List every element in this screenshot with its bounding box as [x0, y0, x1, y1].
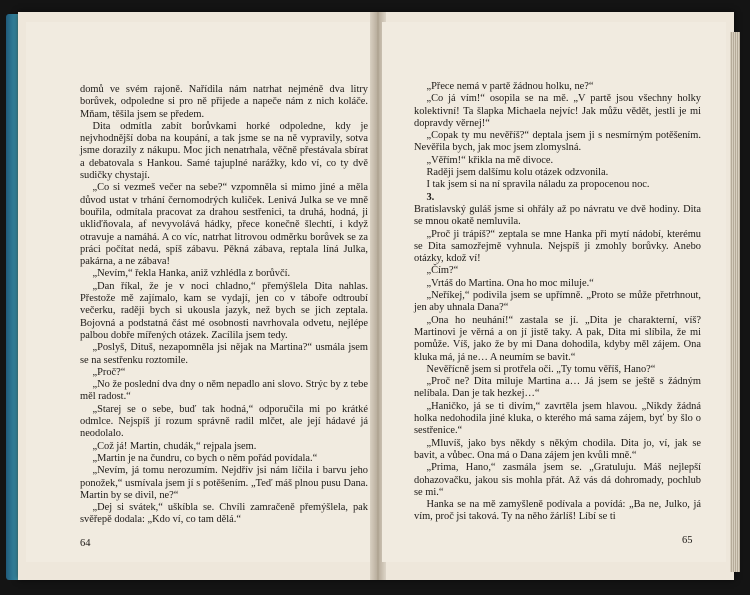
paragraph: „Co si vezmeš večer na sebe?“ vzpomněla si mimo jiné a měla důvod ustat v trhání černomodrých kuliček. Lenivá Julka se ve mně bouřila, odmítala pracovat za drahou sestřenici, ta druhá, hodná, ji ukliďňovala, af nevyvolává hádky, přece konečně šlechtí, i když otravuje a namáhá. A co víc, natrhat litrovou odměrku borůvek se za práci počítat nedá, spíš zábavu. Pěkná zábava, reptala líná Julka, pakárna, a ne zábava!: [80, 182, 368, 268]
left-page-text: [80, 84, 368, 527]
paragraph: „Nevím, já tomu nerozumím. Nejdřív jsi nám líčila i barvu jeho ponožek,“ usmívala jsem jí s potěšením. „Teď máš plnou pusu Dana. Martin by se divil, ne?“: [80, 465, 368, 501]
paragraph: Hanka se na mě zamyšleně podívala a povídá: „Ba ne, Julko, já vím, proč jsi taková. Ty na něho žárlíš! Líbí se ti: [414, 499, 701, 523]
paragraph: „Poslyš, Dituš, nezapomněla jsi nějak na Martina?“ usmála jsem se na sestřenku roztomile.: [80, 342, 368, 366]
left-page: [26, 22, 374, 562]
paragraph: „Ona ho neuhání!“ zastala se jí. „Dita je charakterní, víš? Martinovi je věrná a on jí jistě taky. A pak, Dita mi slíbila, že mi pomůže. Víš, jako že by mi Dana dohodila, kdyby měl zájem. Ona kluka má, já ne… A neumím se bavit.“: [414, 314, 701, 363]
right-page-text: [414, 81, 701, 524]
paragraph: „Mluvíš, jako bys někdy s někým chodila. Dita jo, ví, jak se bavit, a vůbec. Ona má o Dana zájem jen kvůli mně.“: [414, 437, 701, 461]
page-number-right: 65: [682, 535, 693, 546]
paragraph: „Starej se o sebe, buď tak hodná,“ odporučila mi po krátké odmlce. Nejspíš jí rozum správně radil mlčet, ale její hádavé já neodolalo.: [80, 403, 368, 440]
paragraph: Raději jsem dalšímu kolu otázek odzvonila.: [426, 167, 609, 179]
paragraph: „Proč ne? Dita miluje Martina a… Já jsem se ještě s žádným nelíbala. Dan je tak hezkej…“: [414, 376, 701, 400]
page-edges: [730, 32, 740, 572]
paragraph: „Haničko, já se ti divím,“ zavrtěla jsem hlavou. „Nikdy žádná holka nedohodila jiné kluka, o kterého má sama zájem, byť by šlo o sestřenice.“: [414, 400, 701, 437]
paragraph: „Věřím!“ křikla na mě divoce.: [426, 154, 554, 166]
paragraph: „Proč?“: [92, 366, 126, 378]
book-spread: [18, 12, 734, 580]
paragraph: Nevěřícně jsem si protřela oči. „Ty tomu věříš, Hano?“: [426, 363, 656, 375]
paragraph: Dita odmítla zabít borůvkami horké odpoledne, kdy je nejvhodnější doba na koupání, a tak jsme se na ně vypravily, sotva jsme dorazily z nákupu. Moc jich nenatrhala, věčně přestávala sbírat a debatovala s Hankou. Samé tajuplné narážky, kdo ví, co ty dvě sudičky chystají.: [80, 120, 368, 182]
paragraph: „No že poslední dva dny o něm nepadlo ani slovo. Strýc by z tebe měl radost.“: [80, 379, 368, 403]
right-page: [382, 22, 726, 562]
paragraph: „Prima, Hano,“ zasmála jsem se. „Gratuluju. Máš nejlepší dohazovačku, jakou sis mohla přát. Až vás dá dohromady, pochlub se mi.“: [414, 462, 701, 498]
paragraph: „Co já vím!“ osopila se na mě. „V partě jsou všechny holky kolektivní! Ta šlapka Michaela nejvíc! Jak můžu vědět, jestli je mi dopravdy věrnej!“: [414, 93, 701, 129]
page-number-left: 64: [80, 538, 91, 549]
paragraph: „Proč ji trápíš?“ zeptala se mne Hanka při mytí nádobí, kterému se Dita samozřejmě vyhnula. Nejspíš ji zmohly borůvky. Anebo otázky, kdož ví!: [414, 228, 701, 265]
paragraph: „Přece nemá v partě žádnou holku, ne?“: [426, 81, 594, 92]
paragraph: „Nevím,“ řekla Hanka, aniž vzhlédla z borůvčí.: [92, 268, 291, 280]
paragraph: „Dej si svátek,“ uškíbla se. Chvíli zamračeně přemýšlela, pak svěřepě dodala: „Kdo ví, co tam dělá.“: [80, 502, 368, 526]
paragraph: „Vrtáš do Martina. Ona ho moc miluje.“: [426, 277, 594, 289]
paragraph: „Čím?“: [426, 265, 459, 277]
paragraph: „Dan říkal, že je v noci chladno,“ přemýšlela Dita nahlas. Přestože mě zajímalo, kam se vydají, jen co v táboře odtroubí večerku, raději bych si ukousla jazyk, než bych se jich zeptala. Bojovná a podstatná část mé osobnosti navrhovala odvetu, nejlépe palbou dobře mířených otázek. Zacílila jsem tedy.: [80, 280, 368, 341]
paragraph: „Martin je na čundru, co bych o něm pořád povídala.“: [92, 452, 318, 464]
paragraph: „Neříkej,“ podivila jsem se upřímně. „Proto se může přetrhnout, jen aby uhnala Dana?“: [414, 290, 701, 314]
paragraph: „Copak ty mu nevěříš?“ deptala jsem ji s nesmírným potěšením. Nevěřila bych, jak moc jsem zlomyslná.: [414, 130, 701, 154]
paragraph: „Což já! Martin, chudák,“ rejpala jsem.: [92, 440, 257, 452]
paragraph: domů ve svém rajoně. Nařídila nám natrhat nejméně dva litry borůvek, odpoledne si pro ně přijede a napeče nám z nich koláče. Mňam, těšila jsem se předem.: [80, 84, 368, 120]
section-number: 3.: [426, 191, 435, 203]
paragraph: I tak jsem si na ní spravila náladu za propocenou noc.: [426, 179, 650, 191]
paragraph: Bratislavský guláš jsme si ohřály až po návratu ve dvě hodiny. Dita se mnou okatě nemluvila.: [414, 203, 701, 228]
